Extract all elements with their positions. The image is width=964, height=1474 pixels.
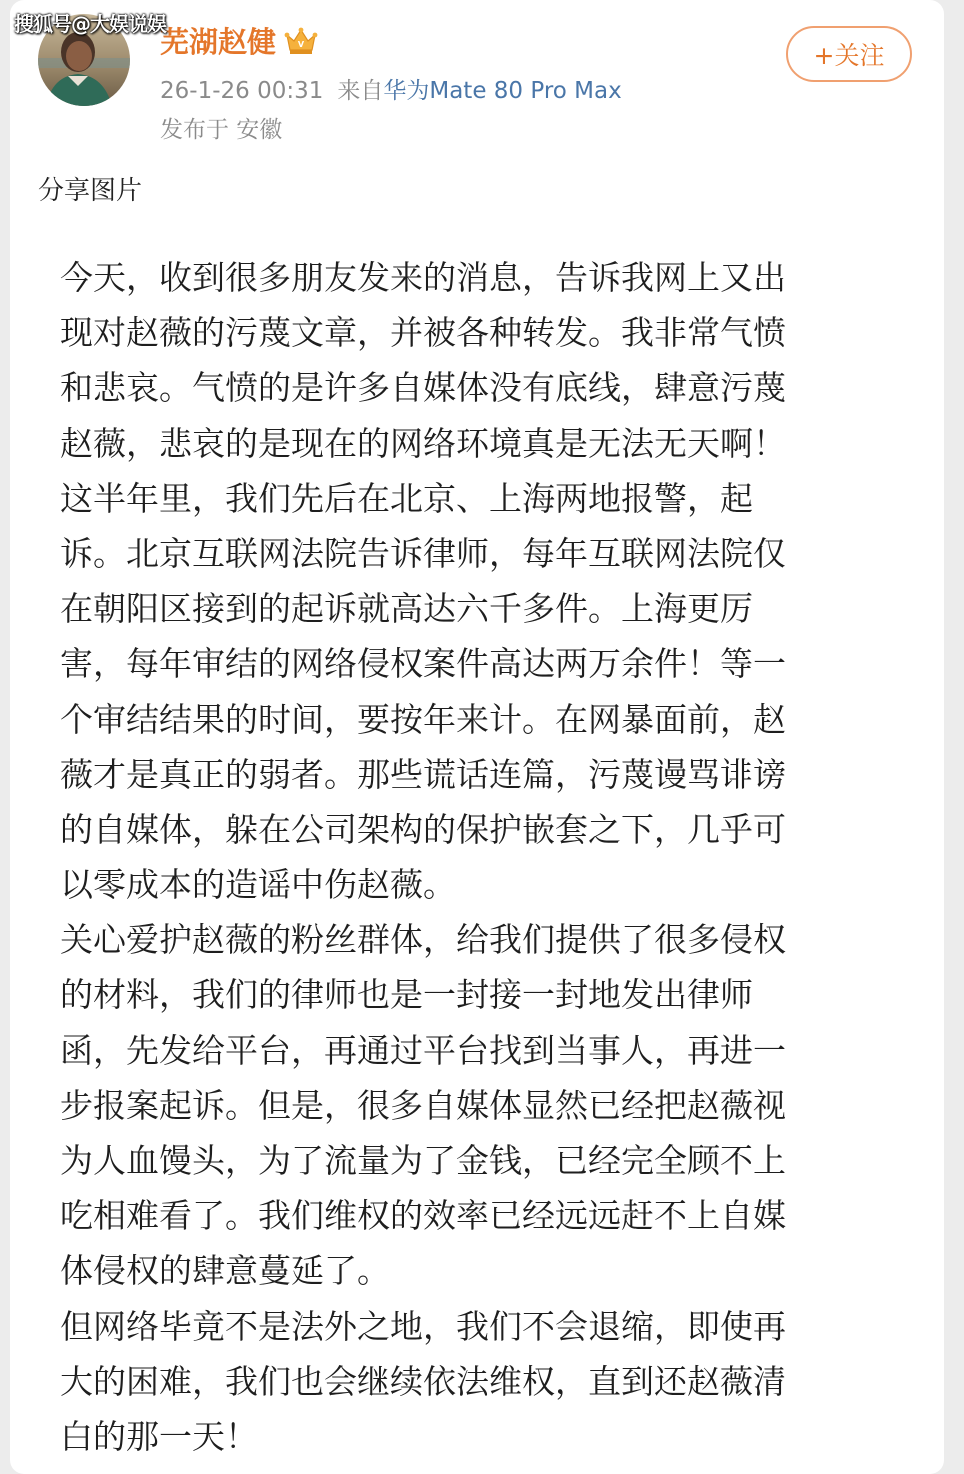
post-body-line: 害，每年审结的网络侵权案件高达两万余件！等一 <box>60 644 786 684</box>
device-link[interactable]: 华为Mate 80 Pro Max <box>383 78 622 104</box>
username[interactable] <box>160 20 318 61</box>
post-body-line: 赵薇，悲哀的是现在的网络环境真是无法无天啊！ <box>60 423 786 463</box>
post-body-line: 和悲哀。气愤的是许多自媒体没有底线，肆意污蔑 <box>60 368 786 408</box>
post-body-line: 白的那一天！ <box>60 1416 258 1456</box>
post-body-line: 的材料，我们的律师也是一封接一封地发出律师 <box>60 975 753 1015</box>
username-text[interactable]: 芜湖赵健 <box>160 25 277 59</box>
post-meta <box>160 72 622 105</box>
post-body-line: 为人血馒头，为了流量为了金钱，已经完全顾不上 <box>60 1141 786 1180</box>
source-prefix: 来自 <box>337 78 384 104</box>
post-body-line: 但网络毕竟不是法外之地，我们不会退缩，即使再 <box>60 1306 786 1346</box>
post-body <box>60 250 890 1464</box>
post-body-line: 个审结结果的时间，要按年来计。在网暴面前，赵 <box>60 699 786 739</box>
post-body-line: 在朝阳区接到的起诉就高达六千多件。上海更厉 <box>60 589 753 629</box>
share-text: 分享图片 <box>38 176 143 206</box>
post-body-line: 步报案起诉。但是，很多自媒体显然已经把赵薇视 <box>60 1085 786 1125</box>
post-body-line: 函，先发给平台，再通过平台找到当事人，再进一 <box>60 1030 786 1070</box>
post-time: 26-1-26 00:31 <box>160 78 324 104</box>
watermark: 搜狐号@大娱说娱 <box>14 12 166 36</box>
post-body-line: 今天，收到很多朋友发来的消息，告诉我网上又出 <box>60 258 786 297</box>
post-body-line: 关心爱护赵薇的粉丝群体，给我们提供了很多侵权 <box>60 920 786 960</box>
post-body-line: 大的困难，我们也会继续依法维权，直到还赵薇清 <box>60 1361 786 1401</box>
post-body-line: 的自媒体，躲在公司架构的保护嵌套之下，几乎可 <box>60 809 786 849</box>
post-body-line: 薇才是真正的弱者。那些谎话连篇，污蔑谩骂诽谤 <box>60 754 786 794</box>
svg-text:V: V <box>297 39 305 49</box>
post-body-line: 现对赵薇的污蔑文章，并被各种转发。我非常气愤 <box>60 313 786 353</box>
post-location: 发布于 安徽 <box>160 117 283 143</box>
post-body-line: 这半年里，我们先后在北京、上海两地报警，起 <box>60 478 753 518</box>
post-body-line: 体侵权的肆意蔓延了。 <box>60 1251 390 1291</box>
post-body-line: 诉。北京互联网法院告诉律师，每年互联网法院仅 <box>60 533 786 573</box>
crown-icon <box>284 26 318 56</box>
post-body-line: 以零成本的造谣中伤赵薇。 <box>60 865 456 905</box>
post-body-line: 吃相难看了。我们维权的效率已经远远赶不上自媒 <box>60 1196 786 1236</box>
follow-button[interactable]: +关注 <box>786 26 912 82</box>
